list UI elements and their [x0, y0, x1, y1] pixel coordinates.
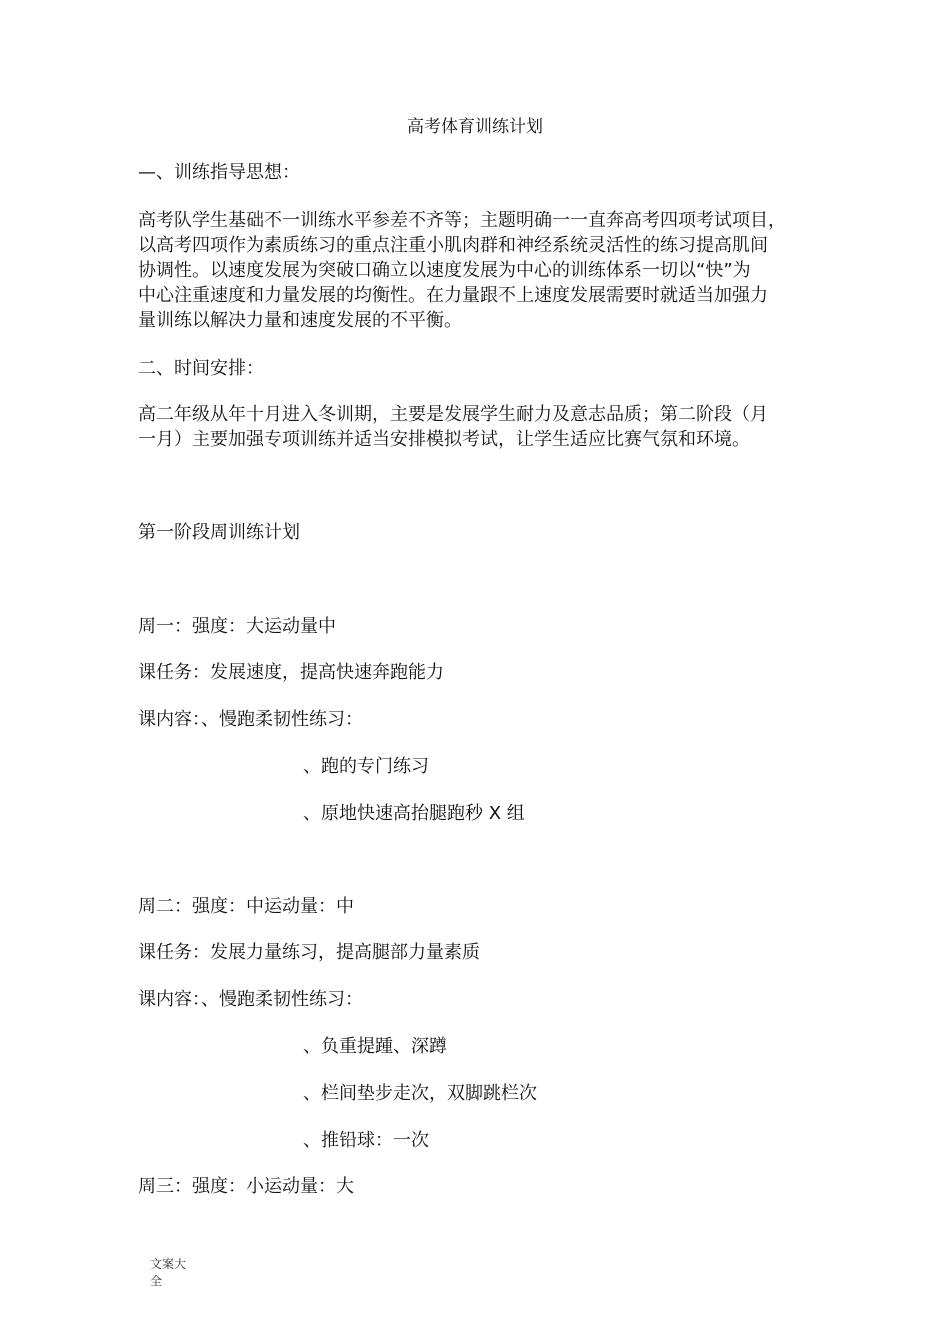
tuesday-item: 、栏间垫步走次，双脚跳栏次 — [303, 1083, 537, 1104]
monday-item: 、原地快速高抬腿跑秒 X 组 — [303, 803, 525, 824]
tuesday-content: 课内容：、慢跑柔韧性练习： — [138, 989, 363, 1010]
monday-intensity: 周一：强度：大运动量中 — [138, 616, 336, 637]
section-heading-guiding-thought: —、训练指导思想： — [138, 162, 300, 183]
tuesday-item: 、负重提踵、深蹲 — [303, 1036, 447, 1057]
monday-content: 课内容：、慢跑柔韧性练习： — [138, 709, 363, 730]
footer-line: 全 — [150, 1274, 163, 1288]
paragraph-line: 量训练以解决力量和速度发展的不平衡。 — [138, 310, 462, 331]
wednesday-intensity: 周三：强度：小运动量：大 — [138, 1176, 354, 1197]
paragraph-line: 高考队学生基础不一训练水平参差不齐等；主题明确一一直奔高考四项考试项目， — [138, 210, 786, 231]
monday-task: 课任务：发展速度，提高快速奔跑能力 — [138, 662, 444, 683]
monday-item: 、跑的专门练习 — [303, 756, 429, 777]
tuesday-item: 、推铅球：一次 — [303, 1130, 429, 1151]
tuesday-intensity: 周二：强度：中运动量：中 — [138, 896, 354, 917]
paragraph-line: 中心注重速度和力量发展的均衡性。在力量跟不上速度发展需要时就适当加强力 — [138, 285, 768, 306]
footer-line: 文案大 — [150, 1257, 187, 1271]
paragraph-line: 一月）主要加强专项训练并适当安排模拟考试，让学生适应比赛气氛和环境。 — [138, 429, 750, 450]
tuesday-task: 课任务：发展力量练习，提高腿部力量素质 — [138, 942, 480, 963]
section-heading-schedule: 二、时间安排： — [138, 358, 264, 379]
paragraph-line: 以高考四项作为素质练习的重点注重小肌肉群和神经系统灵活性的练习提高肌间 — [138, 235, 768, 256]
stage1-heading: 第一阶段周训练计划 — [138, 522, 300, 543]
page-footer — [150, 1256, 198, 1290]
document-title: 高考体育训练计划 — [407, 117, 543, 137]
paragraph-line: 协调性。以速度发展为突破口确立以速度发展为中心的训练体系一切以“快”为 — [138, 260, 751, 281]
paragraph-line: 高二年级从年十月进入冬训期，主要是发展学生耐力及意志品质；第二阶段（月 — [138, 404, 768, 425]
